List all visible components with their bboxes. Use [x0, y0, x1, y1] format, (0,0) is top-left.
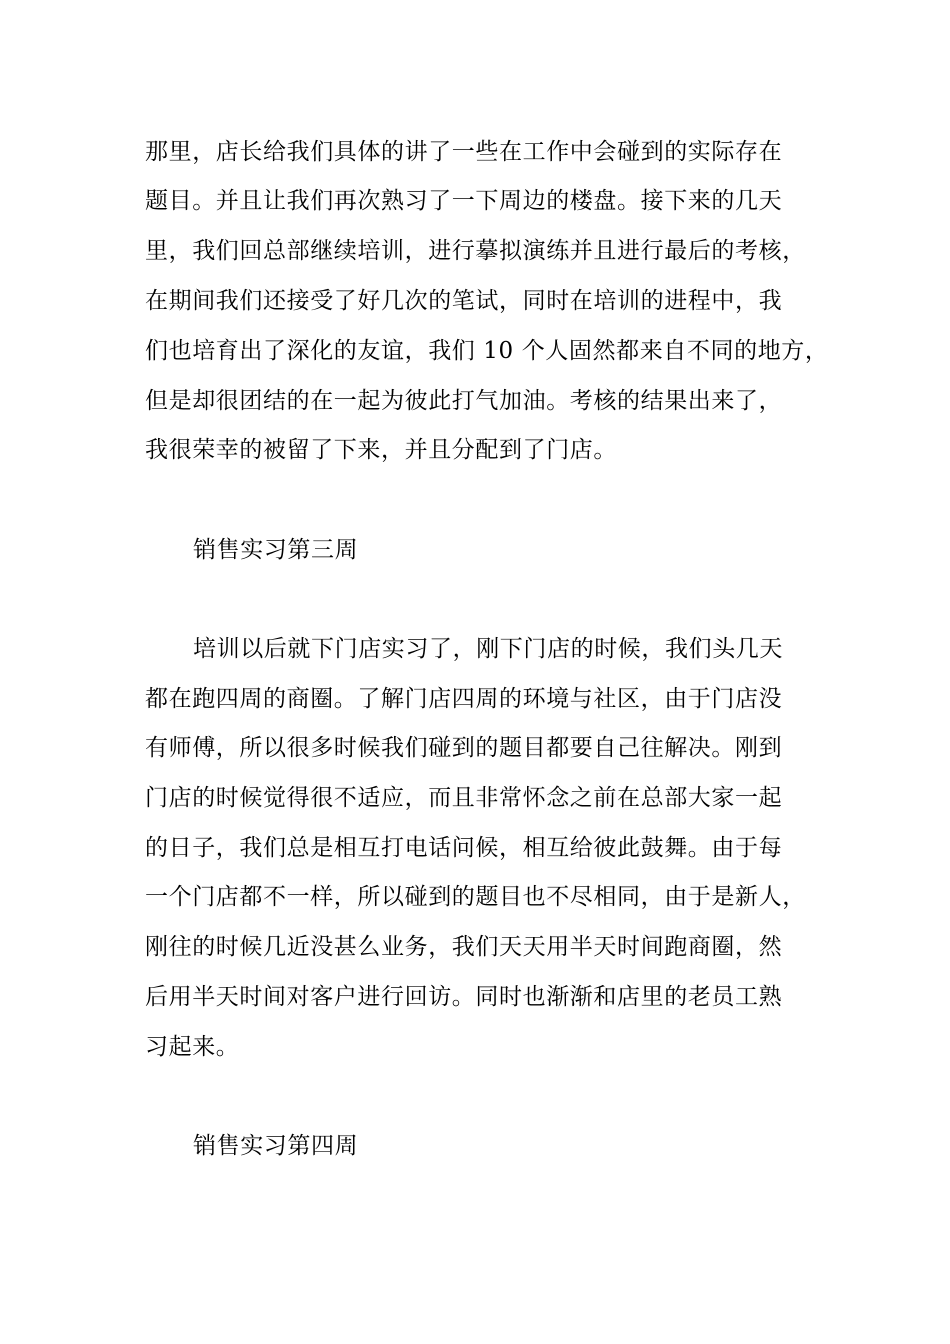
paragraph-2-line-4: 门店的时候觉得很不适应，而且非常怀念之前在总部大家一起 [145, 785, 783, 811]
paragraph-2-line-3: 有师傅，所以很多时候我们碰到的题目都要自己往解决。刚到 [145, 735, 783, 761]
paragraph-1-line-7: 我很荣幸的被留了下来，并且分配到了门店。 [145, 437, 617, 463]
paragraph-2-line-2: 都在跑四周的商圈。了解门店四周的环境与社区，由于门店没 [145, 686, 783, 712]
paragraph-1-line-6: 但是却很团结的在一起为彼此打气加油。考核的结果出来了， [145, 388, 783, 414]
section-heading-week-4: 销售实习第四周 [193, 1133, 359, 1159]
paragraph-2-line-6: 一个门店都不一样，所以碰到的题目也不尽相同，由于是新人， [145, 884, 806, 910]
paragraph-2-line-9: 习起来。 [145, 1034, 240, 1060]
paragraph-1-line-1: 那里，店长给我们具体的讲了一些在工作中会碰到的实际存在 [145, 139, 783, 165]
paragraph-1-line-5: 们也培育出了深化的友谊，我们 10 个人固然都来自不同的地方， [145, 338, 829, 364]
paragraph-2-line-5: 的日子，我们总是相互打电话问候，相互给彼此鼓舞。由于每 [145, 835, 783, 861]
section-heading-week-3: 销售实习第三周 [193, 537, 359, 563]
paragraph-1-line-2: 题目。并且让我们再次熟习了一下周边的楼盘。接下来的几天 [145, 188, 783, 214]
paragraph-2-line-8: 后用半天时间对客户进行回访。同时也渐渐和店里的老员工熟 [145, 984, 783, 1010]
paragraph-2-line-7: 刚往的时候几近没甚么业务，我们天天用半天时间跑商圈，然 [145, 934, 783, 960]
paragraph-1-line-4: 在期间我们还接受了好几次的笔试，同时在培训的进程中，我 [145, 288, 783, 314]
paragraph-2-line-1: 培训以后就下门店实习了，刚下门店的时候，我们头几天 [193, 636, 783, 662]
paragraph-1-line-3: 里，我们回总部继续培训，进行摹拟演练并且进行最后的考核， [145, 238, 806, 264]
